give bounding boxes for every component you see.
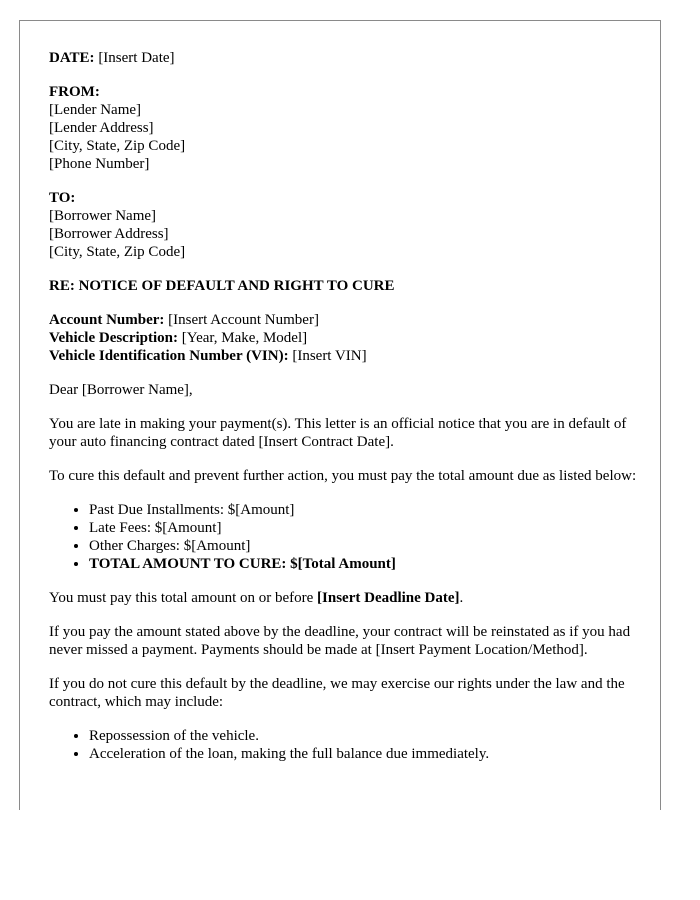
salutation: Dear [Borrower Name], [49, 382, 193, 398]
vehicle-description-label: Vehicle Description: [49, 330, 179, 346]
consequences-paragraph: If you do not cure this default by the deadline, we may exercise our rights under the law and the contract, which may include: [49, 676, 625, 710]
default-notice-paragraph: You are late in making your payment(s). This letter is an official notice that you are in default of your auto financing contract dated [Insert Contract Date]. [49, 416, 627, 450]
from-line: [Lender Name] [49, 102, 142, 118]
vin-label: Vehicle Identification Number (VIN): [49, 348, 289, 364]
re-subject-line: RE: NOTICE OF DEFAULT AND RIGHT TO CURE [49, 278, 395, 294]
vin-line [49, 347, 639, 365]
vehicle-description-line [49, 329, 639, 347]
list-item: • Past Due Installments: $[Amount] [89, 501, 639, 519]
from-line: [City, State, Zip Code] [49, 138, 186, 154]
to-line: [Borrower Name] [49, 208, 157, 224]
cure-amount-list [49, 501, 639, 573]
from-label: FROM: [49, 84, 100, 100]
vin-value: [Insert VIN] [288, 348, 367, 364]
account-details [49, 311, 639, 365]
list-item: • Acceleration of the loan, making the full balance due immediately. [89, 745, 639, 763]
account-number-value: [Insert Account Number] [164, 312, 319, 328]
letter-content [49, 49, 639, 779]
date-line [49, 49, 639, 67]
to-block [49, 189, 639, 261]
deadline-suffix: . [459, 590, 464, 606]
letter-page [19, 20, 661, 810]
account-number-line [49, 311, 639, 329]
date-label: DATE: [49, 50, 95, 66]
from-line: [Lender Address] [49, 120, 154, 136]
deadline-prefix: You must pay this total amount on or before [49, 590, 318, 606]
date-value: [Insert Date] [94, 50, 175, 66]
deadline-paragraph [49, 589, 639, 607]
list-item: • Repossession of the vehicle. [89, 727, 639, 745]
remedies-list [49, 727, 639, 763]
to-line: [City, State, Zip Code] [49, 244, 186, 260]
cure-instructions-paragraph: To cure this default and prevent further action, you must pay the total amount due as listed below: [49, 468, 637, 484]
from-line: [Phone Number] [49, 156, 150, 172]
from-block [49, 83, 639, 173]
reinstatement-paragraph: If you pay the amount stated above by the deadline, your contract will be reinstated as if you had never missed a payment. Payments should be made at [Insert Payment Location/Method]. [49, 624, 631, 658]
list-item: • Late Fees: $[Amount] [89, 519, 639, 537]
list-item-total: • TOTAL AMOUNT TO CURE: $[Total Amount] [89, 555, 639, 573]
list-item: • Other Charges: $[Amount] [89, 537, 639, 555]
vehicle-description-value: [Year, Make, Model] [178, 330, 308, 346]
account-number-label: Account Number: [49, 312, 165, 328]
to-line: [Borrower Address] [49, 226, 169, 242]
to-label: TO: [49, 190, 76, 206]
deadline-date: [Insert Deadline Date] [317, 590, 460, 606]
